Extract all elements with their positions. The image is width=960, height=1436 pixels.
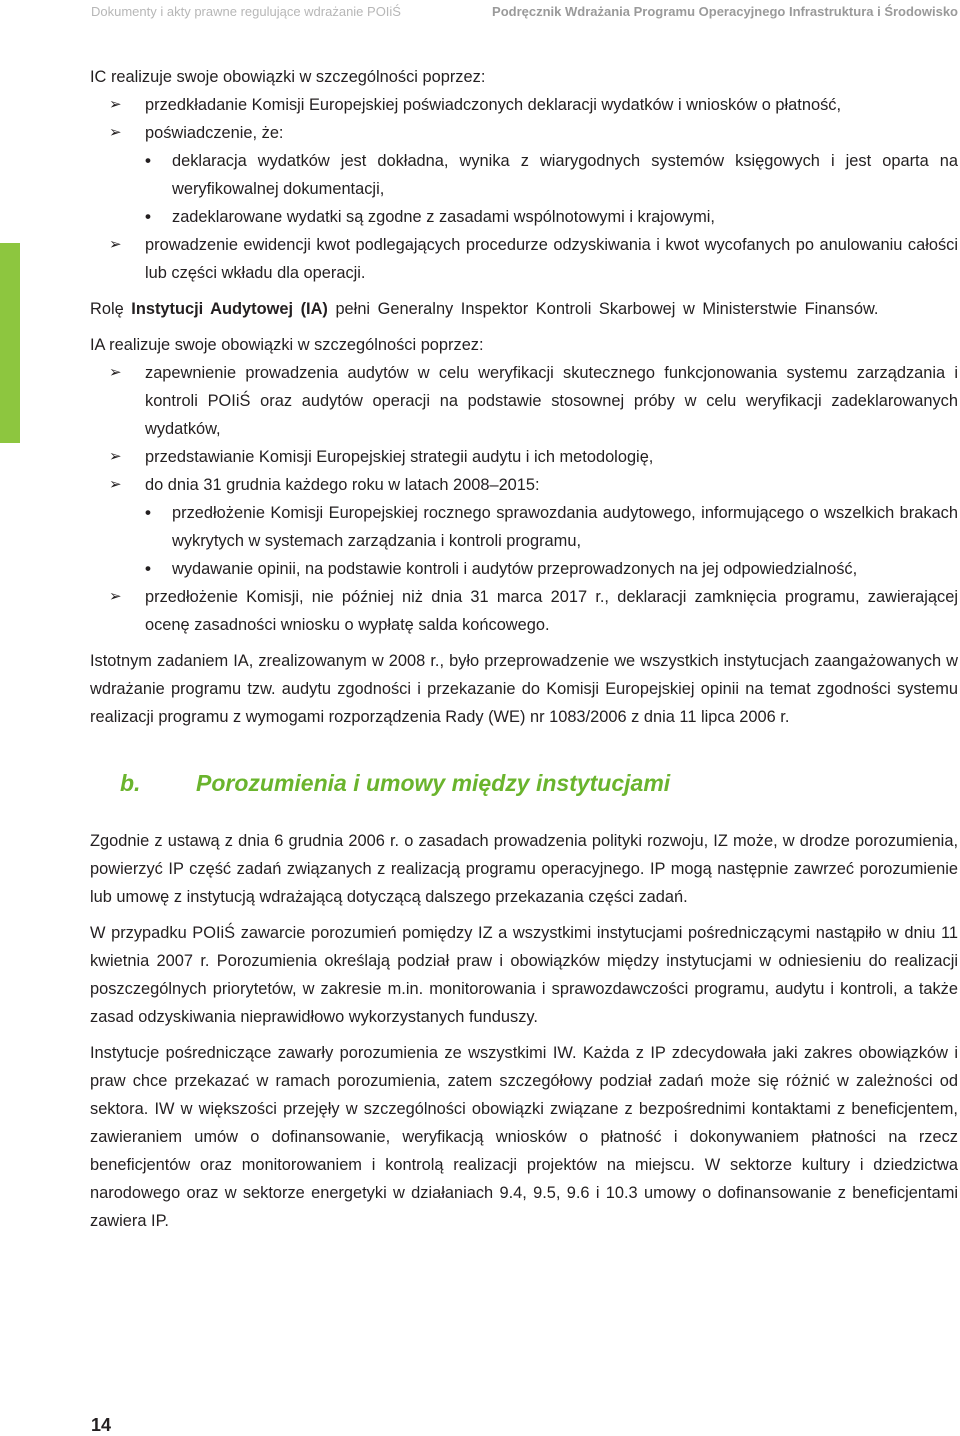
list-item: [90, 231, 958, 287]
ic-intro: IC realizuje swoje obowiązki w szczególności poprzez:: [90, 68, 486, 86]
ia-intro: IA realizuje swoje obowiązki w szczególności poprzez:: [90, 336, 484, 354]
list-item-text: przedkładanie Komisji Europejskiej poświadczonych deklaracji wydatków i wniosków o płatność,: [145, 96, 842, 114]
dot-bullet-icon: •: [145, 503, 151, 522]
arrow-bullet-icon: ➢: [109, 476, 122, 493]
list-item-text: zapewnienie prowadzenia audytów w celu weryfikacji skutecznego funkcjonowania systemu zarządzania i kontroli POIiŚ oraz audytów operacji na podstawie stosownej próby w celu weryfikacji zadeklarowanych wydatków,: [145, 364, 958, 438]
dot-bullet-icon: •: [145, 559, 151, 578]
list-item-text: poświadczenie, że:: [145, 124, 284, 142]
sub-list-item: [90, 499, 958, 555]
list-item-text: przedstawianie Komisji Europejskiej strategii audytu i ich metodologię,: [145, 448, 654, 466]
list-item-text: prowadzenie ewidencji kwot podlegających procedurze odzyskiwania i kwot wycofanych po anulowaniu całości lub części wkładu dla operacji.: [145, 236, 958, 282]
dot-bullet-icon: •: [145, 151, 151, 170]
section-heading: [90, 769, 958, 797]
ia-name: Instytucji Audytowej (IA): [131, 300, 328, 318]
arrow-bullet-icon: ➢: [109, 588, 122, 605]
list-item-text: przedłożenie Komisji, nie później niż dnia 31 marca 2017 r., deklaracji zamknięcia programu, zawierającej ocenę zasadności wniosku o wypłatę salda końcowego.: [145, 588, 958, 634]
section-title: Porozumienia i umowy między instytucjami: [196, 770, 671, 796]
list-item-text: do dnia 31 grudnia każdego roku w latach 2008–2015:: [145, 476, 540, 494]
list-item: [90, 443, 958, 471]
sub-list-item: [90, 555, 958, 583]
header-document-title: Dokumenty i akty prawne regulujące wdrażanie POIiŚ: [91, 4, 401, 19]
list-item: [90, 471, 958, 499]
list-item-text: deklaracja wydatków jest dokładna, wynika z wiarygodnych systemów księgowych i jest oparta na weryfikowalnej dokumentacji,: [172, 152, 958, 198]
section-letter: b.: [120, 770, 141, 796]
arrow-bullet-icon: ➢: [109, 236, 122, 253]
list-item: [90, 119, 958, 147]
list-item: [90, 359, 958, 443]
dot-bullet-icon: •: [145, 207, 151, 226]
list-item-text: wydawanie opinii, na podstawie kontroli i audytów przeprowadzonych na jej odpowiedzialność,: [172, 560, 858, 578]
arrow-bullet-icon: ➢: [109, 124, 122, 141]
list-item-text: przedłożenie Komisji Europejskiej rocznego sprawozdania audytowego, informującego o wszelkich brakach wykrytych w systemach zarządzania i kontroli programu,: [172, 504, 958, 550]
list-item: [90, 583, 958, 639]
sub-list-item: [90, 203, 958, 231]
list-item-text: zadeklarowane wydatki są zgodne z zasadami wspólnotowymi i krajowymi,: [172, 208, 715, 226]
arrow-bullet-icon: ➢: [109, 448, 122, 465]
header-handbook-title: Podręcznik Wdrażania Programu Operacyjnego Infrastruktura i Środowisko: [492, 4, 958, 19]
paragraph: Instytucje pośredniczące zawarły porozumienia ze wszystkimi IW. Każda z IP zdecydowała jaki zakres obowiązków i praw chce przekazać w ramach porozumienia, zatem szczegółowy podział zadań może się różnić w zależności od sektora. IW w większości przejęły w szczególności obowiązki związane z bezpośrednimi kontaktami z beneficjentem, zawieraniem umów o dofinansowanie, weryfikacją wniosków o płatność i dokonywaniem płatności na rzecz beneficjentów oraz monitorowaniem i kontrolą realizacji projektów na miejscu. W sektorze kultury i dziedzictwa narodowego oraz w sektorze energetyki w działaniach 9.4, 9.5, 9.6 i 10.3 umowy o dofinansowanie z beneficjentami zawiera IP.: [90, 1044, 958, 1230]
arrow-bullet-icon: ➢: [109, 364, 122, 381]
ia-role-paragraph: Rolę Instytucji Audytowej (IA) pełni Generalny Inspektor Kontroli Skarbowej w Ministerstwie Finansów.: [90, 300, 879, 318]
paragraph-audit: Istotnym zadaniem IA, zrealizowanym w 2008 r., było przeprowadzenie we wszystkich instytucjach zaangażowanych w wdrażanie programu tzw. audytu zgodności i przekazanie do Komisji Europejskiej opinii na temat zgodności systemu realizacji programu z wymogami rozporządzenia Rady (WE) nr 1083/2006 z dnia 11 lipca 2006 r.: [90, 652, 958, 726]
sub-list-item: [90, 147, 958, 203]
paragraph: Zgodnie z ustawą z dnia 6 grudnia 2006 r. o zasadach prowadzenia polityki rozwoju, IZ może, w drodze porozumienia, powierzyć IP część zadań związanych z realizacją programu operacyjnego. IP mogą następnie zawrzeć porozumienie lub umowę z instytucją wdrażającą dotyczącą dalszego przekazania części zadań.: [90, 832, 958, 906]
chapter-marker-tab: [0, 243, 20, 443]
page-number: 14: [91, 1415, 112, 1435]
arrow-bullet-icon: ➢: [109, 96, 122, 113]
list-item: [90, 91, 958, 119]
paragraph: W przypadku POIiŚ zawarcie porozumień pomiędzy IZ a wszystkimi instytucjami pośredniczącymi nastąpiło w dniu 11 kwietnia 2007 r. Porozumienia określają podział praw i obowiązków między instytucjami w odniesieniu do realizacji poszczególnych priorytetów, w zakresie m.in. monitorowania i sprawozdawczości programu, audytu i kontroli, a także zasad odzyskiwania nieprawidłowo wykorzystanych funduszy.: [90, 924, 958, 1026]
page-content: [90, 63, 958, 1235]
